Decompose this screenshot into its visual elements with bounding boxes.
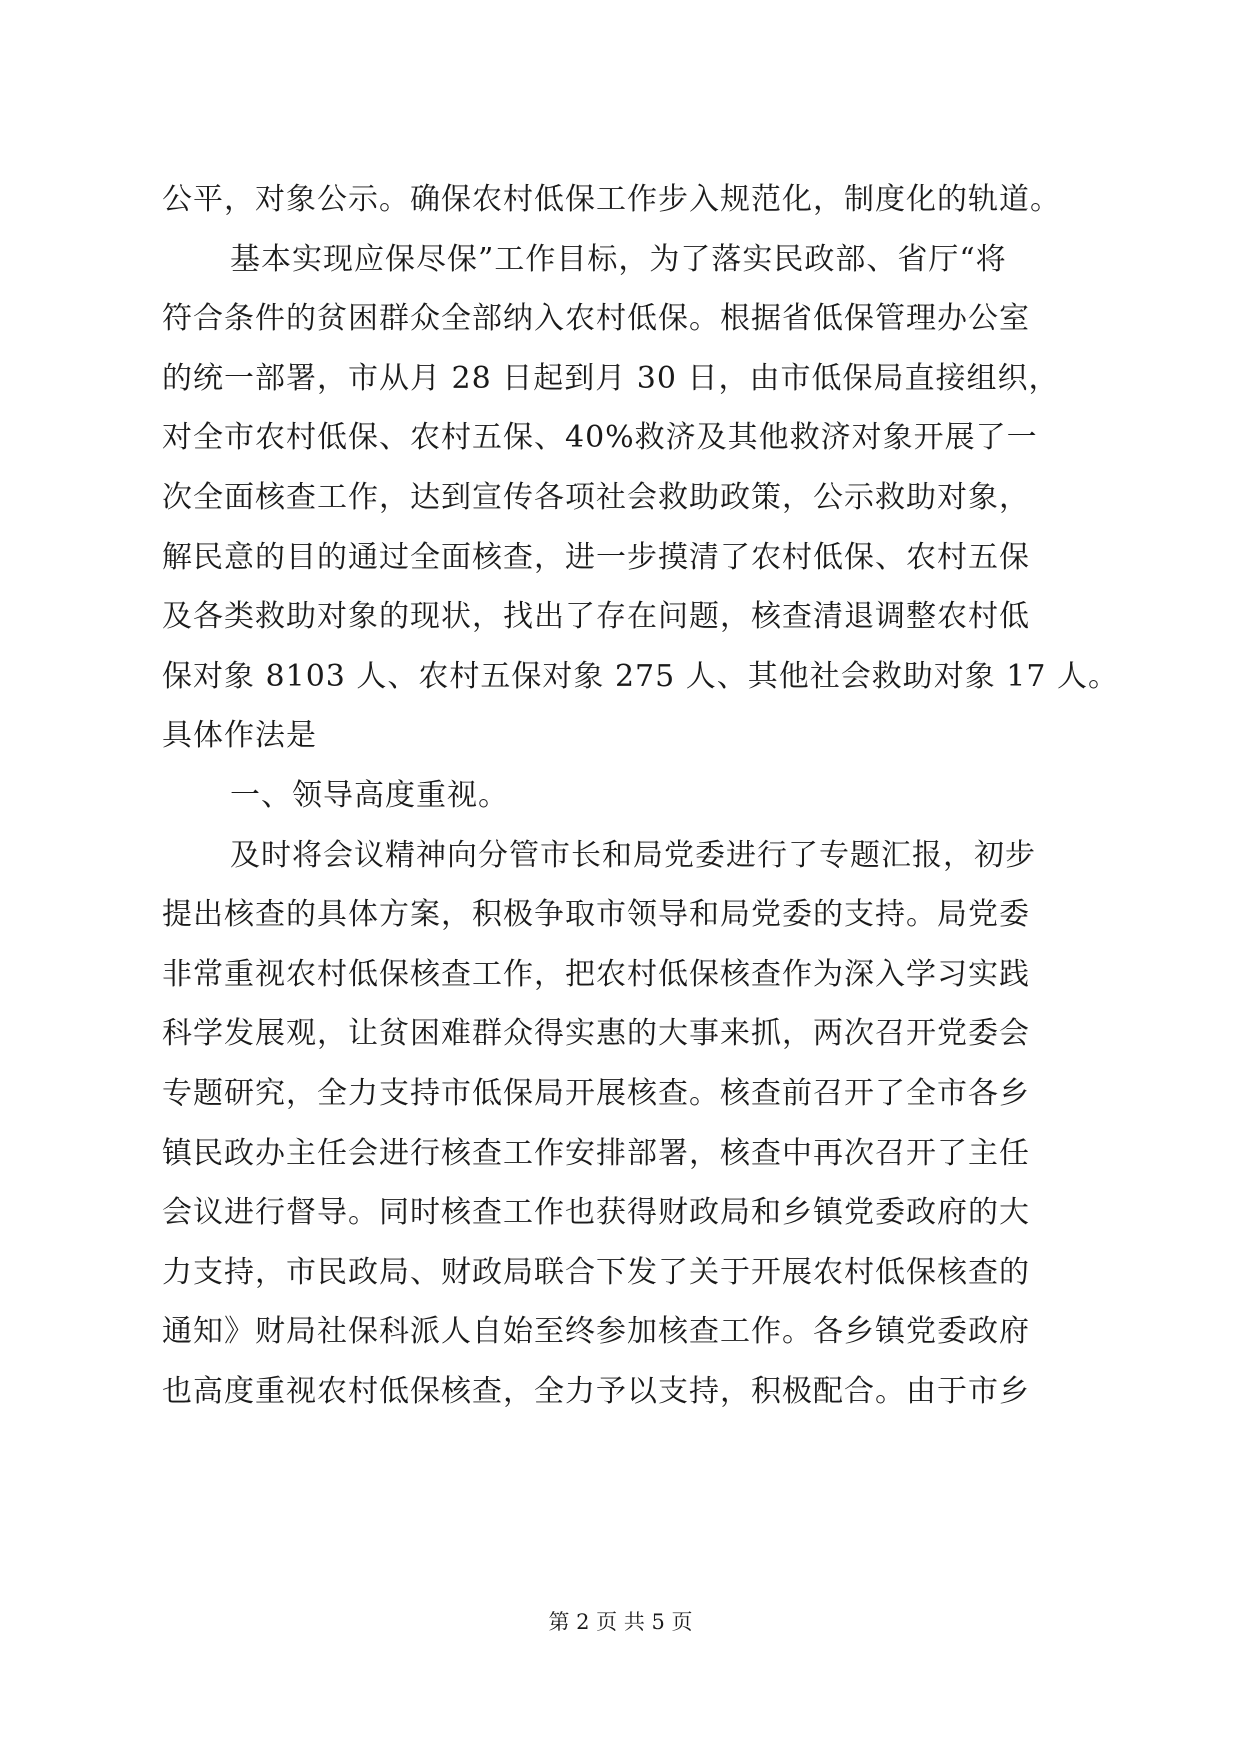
section-heading: 一、领导高度重视。 [230, 777, 509, 813]
text-line: 公平，对象公示。确保农村低保工作步入规范化，制度化的轨道。 [162, 182, 1061, 217]
document-body [162, 170, 1119, 1421]
text-line: 科学发展观，让贫困难群众得实惠的大事来抓，两次召开党委会 [162, 1016, 1030, 1052]
text-line: 基本实现应保尽保”工作目标，为了落实民政部、省厅“将 [230, 241, 1007, 277]
page-number-footer: 第 2 页 共 5 页 [548, 1610, 693, 1634]
text-line: 非常重视农村低保核查工作，把农村低保核查作为深入学习实践 [162, 956, 1030, 992]
text-line: 具体作法是 [162, 718, 317, 754]
text-line: 的统一部署，市从月 28 日起到月 30 日，由市低保局直接组织， [162, 360, 1060, 396]
text-line: 符合条件的贫困群众全部纳入农村低保。根据省低保管理办公室 [162, 301, 1030, 337]
text-line: 会议进行督导。同时核查工作也获得财政局和乡镇党委政府的大 [162, 1195, 1030, 1231]
text-line: 通知》财局社保科派人自始至终参加核查工作。各乡镇党委政府 [162, 1314, 1030, 1350]
text-line: 对全市农村低保、农村五保、40%救济及其他救济对象开展了一 [162, 420, 1038, 456]
text-line: 也高度重视农村低保核查，全力予以支持，积极配合。由于市乡 [162, 1373, 1030, 1409]
text-line: 专题研究，全力支持市低保局开展核查。核查前召开了全市各乡 [162, 1075, 1030, 1111]
text-line: 力支持，市民政局、财政局联合下发了关于开展农村低保核查的 [162, 1254, 1030, 1290]
text-line: 次全面核查工作，达到宣传各项社会救助政策，公示救助对象， [162, 479, 1030, 515]
text-line: 保对象 8103 人、农村五保对象 275 人、其他社会救助对象 17 人。 [162, 658, 1119, 694]
text-line: 及时将会议精神向分管市长和局党委进行了专题汇报，初步 [230, 837, 1036, 873]
text-line: 解民意的目的通过全面核查，进一步摸清了农村低保、农村五保 [162, 539, 1030, 575]
text-line: 镇民政办主任会进行核查工作安排部署，核查中再次召开了主任 [162, 1135, 1030, 1171]
text-line: 及各类救助对象的现状，找出了存在问题，核查清退调整农村低 [162, 599, 1030, 635]
text-line: 提出核查的具体方案，积极争取市领导和局党委的支持。局党委 [162, 897, 1030, 933]
